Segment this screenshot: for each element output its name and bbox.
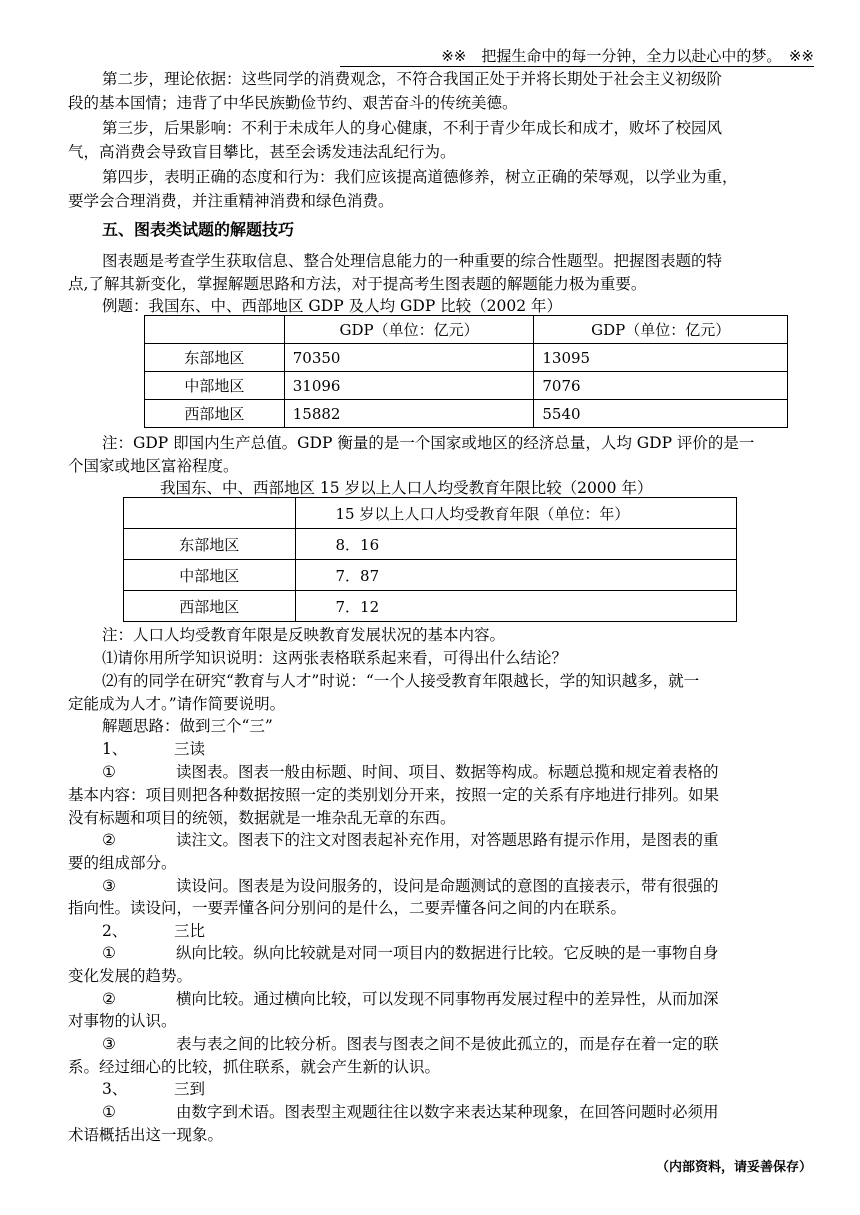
list-item [102,989,832,1009]
row-label: 西部地区 [145,400,285,428]
list-number: ① [102,1103,116,1121]
list-text: 读图表。图表一般由标题、时间、项目、数据等构成。标题总揽和规定着表格的 [176,763,719,781]
table-cell: 15882 [284,400,534,428]
page-header-motto: ※※ 把握生命中的每一分钟，全力以赴心中的梦。 ※※ [441,47,814,65]
paragraph-line: 系。经过细心的比较，抓住联系，就会产生新的认识。 [68,1058,441,1076]
subsection-title: 三到 [174,1080,206,1098]
list-number: 3、 [102,1080,128,1098]
subsection-heading [102,739,832,759]
list-item [102,762,832,782]
education-table [123,497,737,622]
header-rule [340,66,814,67]
paragraph-line: 气，高消费会导致盲目攀比，甚至会诱发违法乱纪行为。 [68,143,456,161]
table-header-cell [124,498,296,529]
subsection-heading [102,921,832,941]
paragraph-line: 第四步，表明正确的态度和行为：我们应该提高道德修养，树立正确的荣辱观，以学业为重， [102,168,738,186]
table-header-cell: GDP（单位：亿元） [284,316,534,344]
table-cell: 5540 [534,400,788,428]
paragraph-line: 没有标题和项目的统领，数据就是一堆杂乱无章的东西。 [68,809,456,827]
table-header-row [145,316,788,344]
list-number: ② [102,990,116,1008]
table-row [124,560,737,591]
table-row [145,400,788,428]
question-2: ⑵有的同学在研究“教育与人才”时说：“一个人接受教育年限越长，学的知识越多，就一 [102,672,700,690]
paragraph-line: 图表题是考查学生获取信息、整合处理信息能力的一种重要的综合性题型。把握图表题的特 [102,252,723,270]
list-item [102,830,832,850]
list-number: ③ [102,877,116,895]
table-note: 注：GDP 即国内生产总值。GDP 衡量的是一个国家或地区的经济总量，人均 GDP 评价的是一 [102,434,755,452]
table-cell: 8．16 [295,529,737,560]
paragraph-line: 点,了解其新变化，掌握解题思路和方法，对于提高考生图表题的解题能力极为重要。 [68,275,647,293]
table-header-row [124,498,737,529]
table-title: 我国东、中、西部地区 15 岁以上人口人均受教育年限比较（2000 年） [160,479,653,497]
subsection-heading [102,1079,832,1099]
table-header-cell [145,316,285,344]
approach-heading: 解题思路：做到三个“三” [102,717,273,735]
table-note: 注：人口人均受教育年限是反映教育发展状况的基本内容。 [102,626,506,644]
row-label: 中部地区 [145,372,285,400]
paragraph-line: 术语概括出这一现象。 [68,1126,224,1144]
example-title: 例题：我国东、中、西部地区 GDP 及人均 GDP 比较（2002 年） [102,297,563,315]
list-text: 读注文。图表下的注文对图表起补充作用，对答题思路有提示作用，是图表的重 [176,831,719,849]
paragraph-line: 对事物的认识。 [68,1012,177,1030]
list-number: 1、 [102,740,128,758]
paragraph-line: 要的组成部分。 [68,854,177,872]
paragraph-line: 指向性。读设问，一要弄懂各问分别问的是什么，二要弄懂各问之间的内在联系。 [68,899,627,917]
table-row [145,344,788,372]
table-cell: 31096 [284,372,534,400]
section-heading: 五、图表类试题的解题技巧 [102,220,295,239]
list-item [102,1102,832,1122]
subsection-title: 三读 [174,740,206,758]
subsection-title: 三比 [174,922,206,940]
table-row [124,591,737,622]
gdp-table [144,315,788,428]
list-text: 纵向比较。纵向比较就是对同一项目内的数据进行比较。它反映的是一事物自身 [176,944,719,962]
table-cell: 70350 [284,344,534,372]
list-item [102,943,832,963]
table-cell: 13095 [534,344,788,372]
list-number: 2、 [102,922,128,940]
list-item [102,876,832,896]
table-note: 个国家或地区富裕程度。 [68,457,239,475]
table-cell: 7076 [534,372,788,400]
paragraph-line: 要学会合理消费，并注重精神消费和绿色消费。 [68,192,394,210]
paragraph-line: 变化发展的趋势。 [68,967,193,985]
list-text: 表与表之间的比较分析。图表与图表之间不是彼此孤立的，而是存在着一定的联 [176,1035,719,1053]
page-footer: （内部资料，请妥善保存） [655,1160,812,1175]
paragraph-line: 基本内容：项目则把各种数据按照一定的类别划分开来，按照一定的关系有序地进行排列。如果 [68,786,720,804]
row-label: 东部地区 [145,344,285,372]
row-label: 西部地区 [124,591,296,622]
list-item [102,1034,832,1054]
table-cell: 7．87 [295,560,737,591]
list-number: ② [102,831,116,849]
list-number: ③ [102,1035,116,1053]
paragraph-line: 第二步，理论依据：这些同学的消费观念，不符合我国正处于并将长期处于社会主义初级阶 [102,70,723,88]
list-number: ① [102,763,116,781]
list-text: 由数字到术语。图表型主观题往往以数字来表达某种现象，在回答问题时必须用 [176,1103,719,1121]
table-row [145,372,788,400]
paragraph-line: 段的基本国情；违背了中华民族勤俭节约、艰苦奋斗的传统美德。 [68,94,518,112]
list-text: 横向比较。通过横向比较，可以发现不同事物再发展过程中的差异性，从而加深 [176,990,719,1008]
table-row [124,529,737,560]
question-2: 定能成为人才。”请作简要说明。 [68,695,286,713]
table-cell: 7．12 [295,591,737,622]
list-number: ① [102,944,116,962]
list-text: 读设问。图表是为设问服务的，设问是命题测试的意图的直接表示，带有很强的 [176,877,719,895]
row-label: 中部地区 [124,560,296,591]
table-header-cell: GDP（单位：亿元） [534,316,788,344]
question-1: ⑴请你用所学知识说明：这两张表格联系起来看，可得出什么结论？ [102,649,568,667]
table-header-cell: 15 岁以上人口人均受教育年限（单位：年） [295,498,737,529]
row-label: 东部地区 [124,529,296,560]
paragraph-line: 第三步，后果影响：不利于未成年人的身心健康，不利于青少年成长和成才，败坏了校园风 [102,119,723,137]
